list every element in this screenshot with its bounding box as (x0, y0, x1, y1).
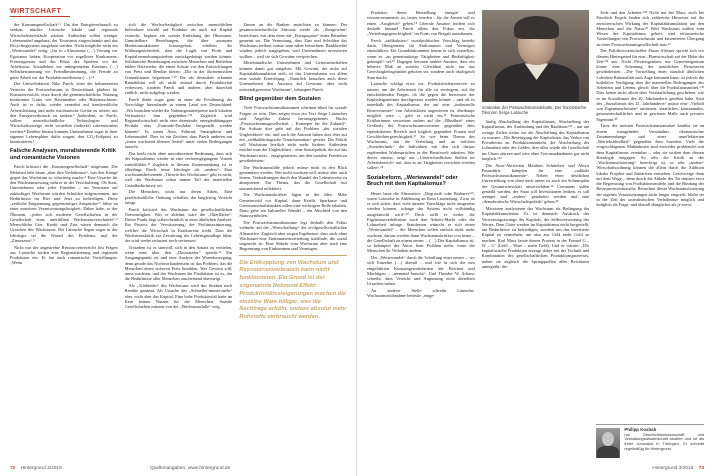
author-name: Philipp Kosbab (624, 427, 657, 432)
paragraph: An anderer Stelle schreibt Latouche: Wachstumsrücknahme bedeute „einge- (367, 288, 475, 299)
right-col3-text (596, 10, 704, 207)
right-col-3 (596, 10, 704, 458)
right-col2-text (482, 119, 590, 269)
author-photo (596, 428, 620, 458)
left-footer-sources: Quellenangaben: www.hintergrund.de (150, 466, 231, 471)
paragraph: Die Menschen, nicht nur deren Arbeit, Eine gesellschaftliche Ordnung schaffen, die langfristig Verzicht bringt. (124, 189, 233, 205)
pull-quote: Die Entkopplung von Wachstum und Ressourcenverbrauch kann nicht funktionieren. Ein Grund ist der sogenannte Rebound-Effekt: Produktivitätssteigerungen machen die einzelne Ware billiger, was die Nachfrage erhöht, sodass absolut mehr Rohstoffe verbraucht werden. (239, 255, 347, 322)
right-col1-text (367, 10, 475, 171)
photo-hair (514, 16, 559, 40)
right-col1-text-after (367, 191, 475, 299)
paragraph: Zinsen an die Banken entrichten zu können. Der gesamtwirtschaftliche Zinssatz werde als „Zinsgewinn“ bezeichnet, mit dem einer die „Ertragsquote“ eines Betriebes gemeint sei. Die Vermutung, dass Zins und Schulden das Wachstum treiben, müsse man näher betrachten. Bankkredite würden jedoch ausgegeben, weil Unternehmen investieren wollten – weil sie sich Gewinne versprechen. (239, 22, 348, 59)
left-col3-text (239, 22, 347, 92)
subhead-sozialreform: Sozialreform, „Wertewandel“ oder Bruch mit dem Kapitalismus? (367, 174, 458, 188)
paragraph: Paech „radikalisiert“ sozialpolitischer Vorschlag bezieht darin, Obergrenzen für Einkommen und Vermögen einzuführen. Ein Grundeinkommen könne er sich vorstellen, wenn es „an gemeinnützige Tätigkeiten und Bedürftigkeit geknüpft“ sei.¹⁵ Dagegen betonen andere Ansätze, dass ein höheres Maß an sozialer Gleichheit nicht nur aus Gerechtigkeitsgründen geboten sei, sondern auch ökologisch Sinn macht. (367, 37, 475, 80)
paragraph: Viele Postwachstumsökonomen scheinen blind für soziale Fragen zu sein. Dies zeigen etwa ein Text Serge Latouches und Angelika Zahrnt herausgegebenes Buchs „Postwachstumsgesellschaft – Konzepte für die Zukunft“. Ein Aufsatz dort geht auf das Problem „der sozialen Ungleichheit“ ein, und auch die Autoren haben dort eher auf ein „radikalökologische Transformation“ gesetzt. Die Politik soll Wachstum letztlich nicht mehr fördern. Außerdem möchte man der Ungleichheit – eine Sozialpolitik, die auf das Wachstum setzt – entgegentreten, um den sozialen Frieden zu gewährleisten. (239, 105, 348, 163)
right-footer-title: Hintergrund 3/2016 (652, 466, 694, 471)
left-columns (10, 22, 347, 458)
paragraph: Mittelständische Unternehmen und Genossenschaften können damit gut umgehen. Mit Gewinn, der nicht auf Kapitalakkumulation zielt, ist das Unternehmen vor allem eine soziale Einrichtung. „Natürlich brauchen auch diese Unternehmen den Ausstoss auf Gewinne, aber nicht notwendigerweise Wachstum“, behauptet Paech. (239, 60, 348, 92)
latouche-photo (482, 10, 590, 102)
paragraph: Marxisten analysieren das Wachstum als Bedingung der Kapitalakkumulation. Es ist demnach Ausdruck des Verwertungszwangs des Kapitals, der Selbstverwertung des Wertes. Dem Güter werden im Kapitalismus nicht hergestellt, um Bedürfnisse zu befriedigen, sondern um das investierte Kapital zu vermehren, um also aus Geld mehr Geld zu machen. Karl Marx fasste diesen Prozess in der Formel G – W – G’ (Geld – Ware – mehr Geld). Und er warnte: „Die kapitalistische Produktion erzeugt daher mit der Technik und Kombination des gesellschaftlichen Produktionsprozesses, indem sie zugleich die Springquellen alles Reichtums untergräbt: die (481, 206, 590, 269)
author-photo-head (602, 432, 614, 446)
right-page (357, 0, 714, 476)
paragraph: Die Postwachstumsökonomie legt deshalb den Fokus vielmehr auf die „Wertschaffung“ der zivilgesellschaftlichen Alternative. Zugleich aber zeigen Ergebnisse, dass auch ohne Wachstum eine Einkommensverteilung stattfinde, die sozial ungerecht ist. Eine Abkehr vom Wachstum aber auch eine Begrenzung von Einkommen und Vermögen. (239, 220, 348, 252)
left-footer (10, 466, 62, 471)
paragraph: Latouche schlägt etwa vor, Produktivitätsreserven zu nutzen, um die Arbeitszeit für alle zu verringern, auf die entscheidenden Fragen, ob die gegen die Interessen der Kapitaleigentümer durchgesetzt werden könnte – und ob es innerhalb des Kapitalismus, der auf eine „industrielle Reservearmee“ von Arbeitslosen angewiesen ist, überhaupt möglich wäre –, geht er nicht ein.¹⁶ Feministische Kritikerinnen verweisen zudem auf die „Blindheit“ eines Großteils der Postwachstumsvertreter gegenüber dem reproduktiven Bereich und folglich gegenüber Frauen und Geschlechtergerechtigkeit.¹⁷ So wie beim Thema des Wachstums, das die Verteilung und an welchen „Sozialtechnik“ die Individuen mit den sich daraus ergebenden Widersprüchen in der Berufswelt arbeiten. Wer dieser ansetzt, zeigt aus „Unterschiedlichen Stellen im Arbeitsbereich“ auf, dass es an Tätigkeiten verrichtet werden sollen“.¹⁸ (367, 81, 475, 171)
author-text (624, 428, 704, 452)
paragraph: Der Politikwissenschaftler Elmar Altvater spricht sich vor diesem Hintergrund für eine „Planwirtschaft auf der Höhe der Zeit“²⁸ aus. Nicht Privateigentum, nur Gemeineigentum könne eine Schonung der natürlichen Ressourcen gewährleisten. „Die Vorstellung einer staatlich ähnlichen Lohnliste Rationalität zum Zuge kommen kann, ist jedoch die kollektive Verfügung über die materiellen Bedingungen des Arbeitens und Lebens, gleich: über die Produktionsmittel.“²⁹ Dies könne nicht allein über Verstaatlichung geschehen, wie es im Sozialismus des 20. Jahrhunderts gesehen habe. Statt des „Sozialismus des 21. Jahrhunderts“ müsse eine „Vielfalt von Eigentumsformen“ umfassen: staatliches, kommunales, genossenschaftliches und in gewissen Maße auch privates Eigentum.³⁰ (596, 48, 705, 122)
author-photo-body (597, 446, 619, 458)
paragraph: Die Attac-Aktivisten Matthias Schmelzer und Alexis Passadakis kämpfen für eine „radikale Postwachstumsökonomie“. Neben einer deutlichen Umverteilung von oben nach unten ist auch ein Schrumpfen der Gesamtwirtschaft unverzichtbar.²³ Commons sollen gestärkt werden, der Staat soll Investitionen lenken, es soll weniger und „anders“ gearbeitet werden und eine „demokratische Wirtschaftspolitik“ geben.²⁴ (481, 162, 590, 205)
paragraph: Der „Wertewandel“ durch die Schaffung einer neuen ... wo sich Einzelne (…) überall – und wie in sich die neu eingeführten Konsumgewohnheiten der Reichen und Mächtigen – „niemand braucht“. Und Theodor W. Adorno schreibt, dass Verzicht und Anpassung nicht dieselben Ursachen haben. (367, 255, 475, 287)
left-col3-text-after (239, 105, 347, 251)
left-col1-text-after (10, 164, 118, 265)
left-col-2 (125, 22, 233, 458)
right-page-number: 73 (698, 466, 704, 471)
section-tag: WIRTSCHAFT (10, 8, 70, 17)
right-columns (367, 10, 704, 458)
paragraph: Paech kritisiert das Wachstum der gesellschaftlichen Notwendigkeit. Was er ablehnt, wäre die „Oberfläche“. Dieser Punkt liegt wahrscheinlich in einer ähnlichen Analyse: Ein Prozess der Verwässerung, der Profitmaximierung, welcher die Wirtschaft in Konkurrenz treibt. Dass die Wachstumskritik zur Zerstörung der Lebensgrundlage führt, der wird weder reduziert noch verbessert. (124, 206, 233, 243)
photo-caption: Vordenker der Postwachstumsdebatte: Der französische Ökonom Serge Latouche (481, 105, 587, 115)
paragraph: Die Wachstumsfälle jedoch müsse nicht in den Blick genommen werden. Wer nicht wachsen will, müsse aber auch lernen, Veränderungen durch den Wandel der Lebensweise zu akzeptieren. Ein Thema, das die Gesellschaft nur unzureichend reflektiert. (239, 164, 348, 191)
left-col2-text (125, 22, 233, 309)
paragraph: Trotz der meisten Postwachstumsansätze krankte sie an einem mangelnden Verständnis ökonomischer Zusammenhänge und einer unreflektierten „Betriebsblindheit“ gegenüber dem Sozialen. Viele der vorgeschlagenen Maßnahmen sind entweder problemlos mit dem Kapitalismus vereinbar – oder sie wirken dem dessen Kernlogik entgegen. So sehr die Kritik an der „Wachstumsfixierung“ berechtigt ist, so sehr „andere“ Wirtschaftsordnung können die allein durch die Addition lokaler Projekte und Initiativen entstehen. Geschweige denn auf dem Wege – denn durch die Abkehr der Tat müssen etwa die Begrenzung von Produktionsmitteln und die Bindung der Ressourcenverbrauchs. Betrachtet dieser Wachstumsfixierung der eigenen Voraussetzungen nicht länger eingreift, bleibt sie in der Zeit der unrealistischen Verhältnisse möglich und lediglich als Frage, und überall dringlicher als je zuvor. (596, 123, 705, 207)
author-box (596, 424, 704, 458)
paragraph: läufig Abschaffung der Kapitalismus, Abschaffung des Kapitalismus, der Ausbeutung und des Raubbaus“²¹ – nur um wenige Zeilen weiter vor der Abschaffung des Kapitalismus zu warnen. „Die Beseitigung der Kapitalisten, das Verbot von Privatbesitz an Produktionsmitteln, die Abschaffung der Lohnarbeit oder des Geldes, dies alles würde die Gesellschaft ins Chaos stürzen und wire ohne Terrormaßnahmen gar nicht möglich.“²² (481, 119, 590, 161)
paragraph: Als „Triebfeder“ des Wachstums wird das Streben nach Rendite genannt. Als Ursache des „Schneller-immer-mehr“ aber, nicht aber das Kapital. Eine hohe Produktivität hatte im Kern keinen Nutzen für die Menschen. Soziale Gesellschaften müssen von der „Wachstumsfalle“ weg. (124, 283, 233, 309)
right-footer (652, 466, 704, 471)
paragraph: sich die Wechselseitigkeit zwischen menschlichen Individuen sowohl auf Produkte als auch auf Kapital erstreckt, beginnt ein soziale Entfaltung der Ökonomie. Unmittelbare Beziehungen, die über anonyme Markttransaktionen hinausgehen, erhöhen die Währungssicherheit, dass die Logik von Profit und Kapitalvermehrungsstreben zurückgedrängt werden könnte. Solidarische Beziehungen zwischen Menschen und Betrieben bilden Netzwerke, die einen Schutz vor den Entwicklungen von Preis und Rendite bieten: „Die in der ökonomischen Transaktionen begrenzen.“¹⁰ Die als destruktiv erkannte Rentabilität soll als nicht einmal durch Produktivität verbessert, sondern Paech und anderer, aber dauerhaft endlich, nicht aufgelegt werden. (124, 22, 233, 96)
paragraph: Produkte, deren Herstellung energie- und ressourcenintensiv ist, teurer werden – für die Armen soll es einen „Ausgleich“ geben.¹⁴ Liberale Ansätze fordern sich deshalb himmel Paech allein den Fokus ein, die „Verteilungsgerechtigkeit“ im Form von Bergab auszubauen. (367, 10, 475, 36)
left-page-number: 72 (10, 466, 16, 471)
left-col1-text (10, 22, 118, 144)
left-col-1 (10, 22, 118, 458)
paragraph: Die Wachstumskritiker lägen in der Idee: Mehr Gemeinwohl vor Kapital, dann Kredit, Sparkasse und Genossenschaftsbanken sollen eine wichtigere Rolle erhalten. Dazu gehe ein kultureller Wandel – ein Abschied von den Statussymbolen. (239, 192, 348, 219)
paragraph: Paech kritisiert die „Konsumgesellschaft“ insgesamt. Die Mehrheit lebe heute „über ihre Verhältnisse“, was den Kampf gegen das Wachstum so schwierig mache.⁶ Eine Ursache für den Wachstumszwang sieht er in der Verschuldung. Ob Staat, Unternehmen oder jeder Einzelne – im Vertrauen auf zukünftiges Wachstum würden Schulden aufgenommen, um Bedürfnisse im Hier und Jetzt zu befriedigen. Diese „zeitliche Entgrenzung gegenwärtiger Ansprüche“⁷ führe zu einer massiven Verantwortungslosigkeit. Daher habe, so der Ökonom, „jeden sich moderne Gesellschaften in der Gesellschaft einer unerfüllten Wachstumsverschärfer“.⁸ Menschliche Gier, Kredit und Zins wären demnach die Ursachen des Wachstums. Bei Latouche liegen sogar in der Ideologie sei die Wurzel des Problems, mal der „Zinseszins“.⁹ (10, 164, 118, 243)
right-col-2 (482, 10, 590, 458)
subhead-falsche-analysen: Falsche Analysen, moralisierende Kritik und romantische Visionen (10, 148, 116, 161)
paragraph: Erde und den Arbeiter.“²⁵ Nicht nur bei Marx, auch bei Friedrich Engels finden sich zahlreiche Hinweise auf die zerstörerischen Wirkung der Kapitalakkumulation auf den Menschen und die Natur.²⁶ Weil Wachstum mithin zum Wesen des Kapitalismus gehört, sind reformerische Vorstellungen von Postwachstum und krisenfreien Übergang zu einer Postwachstumsgesellschaft naiv.²⁷ (596, 10, 705, 47)
author-bio: hat Geschichtswissenschaft und Verwaltungswissenschaft studiert und ist als freier Journalist in Tübingen. Er schreibt regelmäßig für Hintergrund. (624, 431, 705, 451)
paragraph: Trotzdem ist es sinnvoll, sich in den Ansatz zu vertiefen, wenn man über den „Dinosaurier“ spricht.¹³ Ein Ausgangspunkt sei und eine Analyse der Warenbewegung, denn gerade das Nichtvorhandensein ist das Problem, das die Menschen einen sicheren Preis bezahlen. Wer Gewinn will, muss wachsen, und das Wachstum der Produktion ist es, das die Bedürfnisse aller Menschen anscheinend übersteigt. (124, 244, 233, 282)
subhead-blind-gegenueber: Blind gegenüber dem Sozialen (239, 95, 321, 102)
right-col-1 (367, 10, 475, 458)
left-footer-title: Hintergrund 3/2016 (20, 466, 62, 471)
paragraph: Paech denkt sogar ganz in einer die Erwähnung der Vorschläge hierzulande in einem Land wie Deutschland: „Wir brauchen wieder die Nahrungsmittelpreise nach lokalem Verkaufsort ihm gegenüber.“¹¹ Zugleich wird Regionalwirtschaft nicht eine dezentrale, energieabhängiges Produkt aber „Fairtrade-Produkte hergestellt werden können“. Er nennt Auto, Fahrrad, Smartphone und Lebensmittel. Dies ist ein Zeichen, dass Paech anderen nur „einen wachsend kleinen Anteil“ unter vielen Bedingungen braucht. (124, 97, 233, 150)
paragraph: Nicht nur der angestrebte Ressourcenverzicht löst Fragen aus. Latouche fordert eine Regionalisierung und regionale Produktion ein. Er hat auch romantische Vorstellungen: „Wenn (10, 244, 118, 266)
left-col-3 (239, 22, 347, 458)
paragraph: der Konsumgesellschaft“.¹ Um den Energieverbrauch zu senken, müchte Latouche lokale und regionale Wirtschaftskreisläufe stärken. Außerdem sollen weniger Lebensmittel angebaut, der Tourismus eingeschränkt und das Recyclingsystem ausgebaut werden. Nicht mögliche nicht ein „Wertewandel“ nötig: „Im so »Altruismus (…) Vorrang vor Egoismus haben, Kooperation vor zugelloser Konkurrenz, Freizeitgenuss und das Ethos des Spielens vor der Arbeitswut, Sozialleben vor unbegrenztem Konsum, (…) Selbstbestimmung vor Fremdbestimmung, die Freude an guter Arbeit vor der Produktionseffizienz (…).“² (10, 22, 118, 80)
paragraph: Heute laute die Alternative: „Degrowth oder Barbarei“¹⁹, warnt Latouche in Anlehnung an Rosa Luxemburg. Zwar ist er sich sicher, dass viele unserer Vorschläge nicht umgesetzt werden können, solange das System nicht vollständig ausgetauscht wird“.²⁰ Doch stellt er weder die Eigentumsverhältnisse noch den Arbeits-Markt oder die Lohnarbeit infrage. Stattdessen wünscht er sich einen „Wertewandel“ – die Menschen sollen einfach nicht mehr wachsen, daraus werden dann Wachstumskritiker von heute – die Gesellschaft zu einem neuen ... (…) Der Kapitalismus ist, so behauptet der Autor, kein Problem mehr, wenn die Menschen ihr Verhalten ändern. (367, 190, 475, 254)
paragraph: Das heißt nicht ohne unvorbereitete Bedeutung, dass sich der Kapitalismus wieder in eine verlorengegangene Vorzeit zurückbildet.¹² Zugleich in diesem Zusammenhang ist es allerdings Paech seine Ideologie als „anders“: Eine wachstumsbefreiende „Theorie des Wachstums“ gibt es nicht, weil das Wachstum schon immer Teil der materiellen Grundbedürfnisse sei. (124, 151, 233, 188)
paragraph: Der Umweltaktivist Niko Paech, einer der bekanntesten Vertreter der Postwachstums in Deutschland, plädiert für Konsumverzicht, etwa durch die gemeinschaftliche Nutzung bestimmter Güter wie Rasenmäher oder Bohrmaschinen. Auch ist er dafür, wieder vermehrt auf handwerkliche Arbeitsleistung und mehr mechanische Geräte zu setzen, um den Energieverbrauch zu senken.³ Außerdem, so Paech, sollten umweltschädliche Technologien und Wirtschaftszweige nicht weiterhin (indirekt) subventioniert werden.⁴ Darüber hinaus könnten Unternehmen sogar in ihrer eigenen Lebensphäre dafür sorgen, den CO₂-Fußprint zu konstruieren.⁵ (10, 81, 118, 144)
